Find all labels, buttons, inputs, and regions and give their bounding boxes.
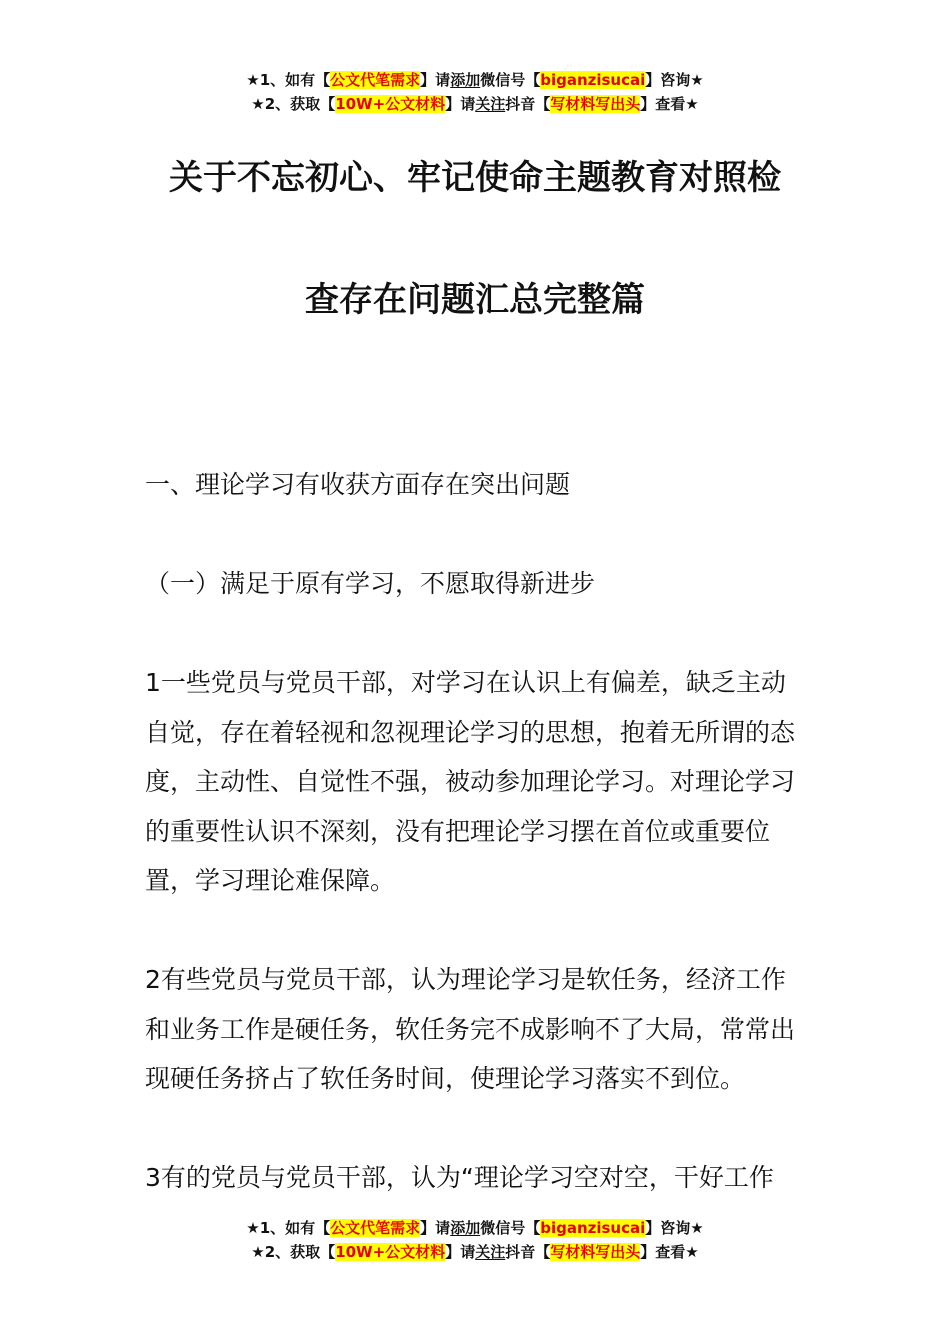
body-paragraph: 1一些党员与党员干部，对学习在认识上有偏差，缺乏主动自觉，存在着轻视和忽视理论学习的思想，抱着无所谓的态度，主动性、自觉性不强，被动参加理论学习。对理论学习的重要性认识不深刻，没有把理论学习摆在首位或重要位置，学习理论难保障。 bbox=[145, 668, 796, 895]
banner-line-2 bbox=[0, 1240, 950, 1264]
section-heading: 一、理论学习有收获方面存在突出问题 bbox=[145, 470, 571, 499]
banner-text: ★1、如有【 bbox=[246, 1219, 331, 1237]
banner-highlight: 10W+公文材料 bbox=[335, 95, 446, 113]
banner-highlight: 写材料写出头 bbox=[550, 95, 641, 113]
banner-text: 】查看★ bbox=[640, 1243, 699, 1261]
banner-text: ★2、获取【 bbox=[251, 1243, 336, 1261]
banner-text: 】请 bbox=[420, 1219, 451, 1237]
header-banner bbox=[0, 68, 950, 116]
banner-text: 】请 bbox=[445, 1243, 476, 1261]
document-title-line-2: 查存在问题汇总完整篇 bbox=[305, 280, 645, 320]
banner-text: 】咨询★ bbox=[645, 71, 704, 89]
body-paragraph: 2有些党员与党员干部，认为理论学习是软任务，经济工作和业务工作是硬任务，软任务完不成影响不了大局，常常出现硬任务挤占了软任务时间，使理论学习落实不到位。 bbox=[145, 965, 796, 1093]
banner-underline: 关注 bbox=[475, 1243, 506, 1261]
banner-underline: 关注 bbox=[475, 95, 506, 113]
body-paragraph: 3有的党员与党员干部，认为“理论学习空对空，干好工作 bbox=[145, 1163, 774, 1192]
banner-line-1 bbox=[0, 1216, 950, 1240]
banner-text: 抖音【 bbox=[505, 1243, 551, 1261]
banner-underline: 添加 bbox=[450, 71, 481, 89]
banner-text: ★2、获取【 bbox=[251, 95, 336, 113]
banner-highlight: 公文代笔需求 bbox=[330, 1219, 421, 1237]
subsection-heading: （一）满足于原有学习，不愿取得新进步 bbox=[145, 569, 596, 598]
banner-text: ★1、如有【 bbox=[246, 71, 331, 89]
banner-line-2 bbox=[0, 92, 950, 116]
banner-underline: 添加 bbox=[450, 1219, 481, 1237]
banner-highlight: 公文代笔需求 bbox=[330, 71, 421, 89]
banner-text: 】咨询★ bbox=[645, 1219, 704, 1237]
banner-text: 】请 bbox=[445, 95, 476, 113]
banner-text: 】请 bbox=[420, 71, 451, 89]
banner-text: 微信号【 bbox=[480, 71, 541, 89]
banner-highlight: biganzisucai bbox=[540, 1219, 646, 1237]
document-title-line-1: 关于不忘初心、牢记使命主题教育对照检 bbox=[169, 158, 781, 198]
banner-highlight: 写材料写出头 bbox=[550, 1243, 641, 1261]
footer-banner bbox=[0, 1216, 950, 1264]
document-body bbox=[145, 460, 807, 1203]
banner-highlight: biganzisucai bbox=[540, 71, 646, 89]
banner-line-1 bbox=[0, 68, 950, 92]
banner-text: 微信号【 bbox=[480, 1219, 541, 1237]
banner-text: 抖音【 bbox=[505, 95, 551, 113]
banner-text: 】查看★ bbox=[640, 95, 699, 113]
banner-highlight: 10W+公文材料 bbox=[335, 1243, 446, 1261]
